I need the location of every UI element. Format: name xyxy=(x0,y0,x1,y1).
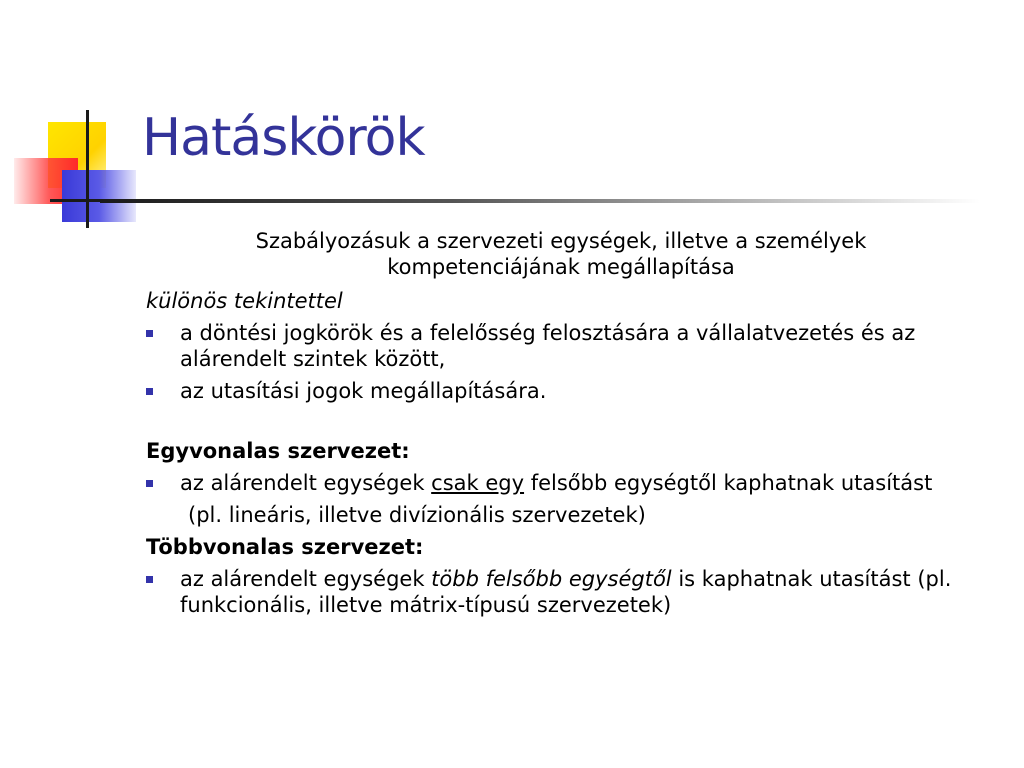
bullet-text-emphasis: több felsőbb egységtől xyxy=(431,567,672,591)
list-item-text: az utasítási jogok megállapítására. xyxy=(180,379,547,403)
list-item xyxy=(146,566,996,618)
slide-content xyxy=(146,228,996,624)
slide-title: Hatáskörök xyxy=(142,108,425,168)
bullet-text-pre: az alárendelt egységek xyxy=(180,471,432,495)
bullet-text-post: felsőbb egységtől kaphatnak utasítást xyxy=(524,471,933,495)
list-item-text: a döntési jogkörök és a felelősség felosztására a vállalatvezetés és az alárendelt szintek között, xyxy=(180,321,916,371)
title-divider xyxy=(100,199,980,203)
blue-square xyxy=(62,170,136,222)
section-heading-tobbvonalas: Többvonalas szervezet: xyxy=(146,535,424,559)
square-bullet-icon xyxy=(146,388,153,395)
bullet-text-pre: az alárendelt egységek xyxy=(180,567,432,591)
vertical-line xyxy=(86,110,89,228)
bullet-list-1 xyxy=(146,320,996,404)
square-bullet-icon xyxy=(146,480,153,487)
list-item xyxy=(146,320,996,372)
intro-text xyxy=(146,228,996,280)
square-bullet-icon xyxy=(146,330,153,337)
bullet-text-post: is kaphatnak utasítást (pl. funkcionális, illetve mátrix-típusú szervezetek) xyxy=(180,567,952,617)
bullet-list-3 xyxy=(146,566,996,618)
list-item xyxy=(146,378,996,404)
decorative-squares xyxy=(0,0,140,240)
list-item xyxy=(146,470,996,496)
square-bullet-icon xyxy=(146,576,153,583)
bullet-list-2 xyxy=(146,470,996,496)
section-heading-egyvonalas: Egyvonalas szervezet: xyxy=(146,439,410,463)
section-note: (pl. lineáris, illetve divízionális szervezetek) xyxy=(188,503,646,527)
bullet-text-emphasis: csak egy xyxy=(431,471,525,495)
intro-line-2: kompetenciájának megállapítása xyxy=(387,255,735,279)
subtitle-text: különös tekintettel xyxy=(146,289,343,313)
intro-line-1: Szabályozásuk a szervezeti egységek, illetve a személyek xyxy=(255,229,867,253)
